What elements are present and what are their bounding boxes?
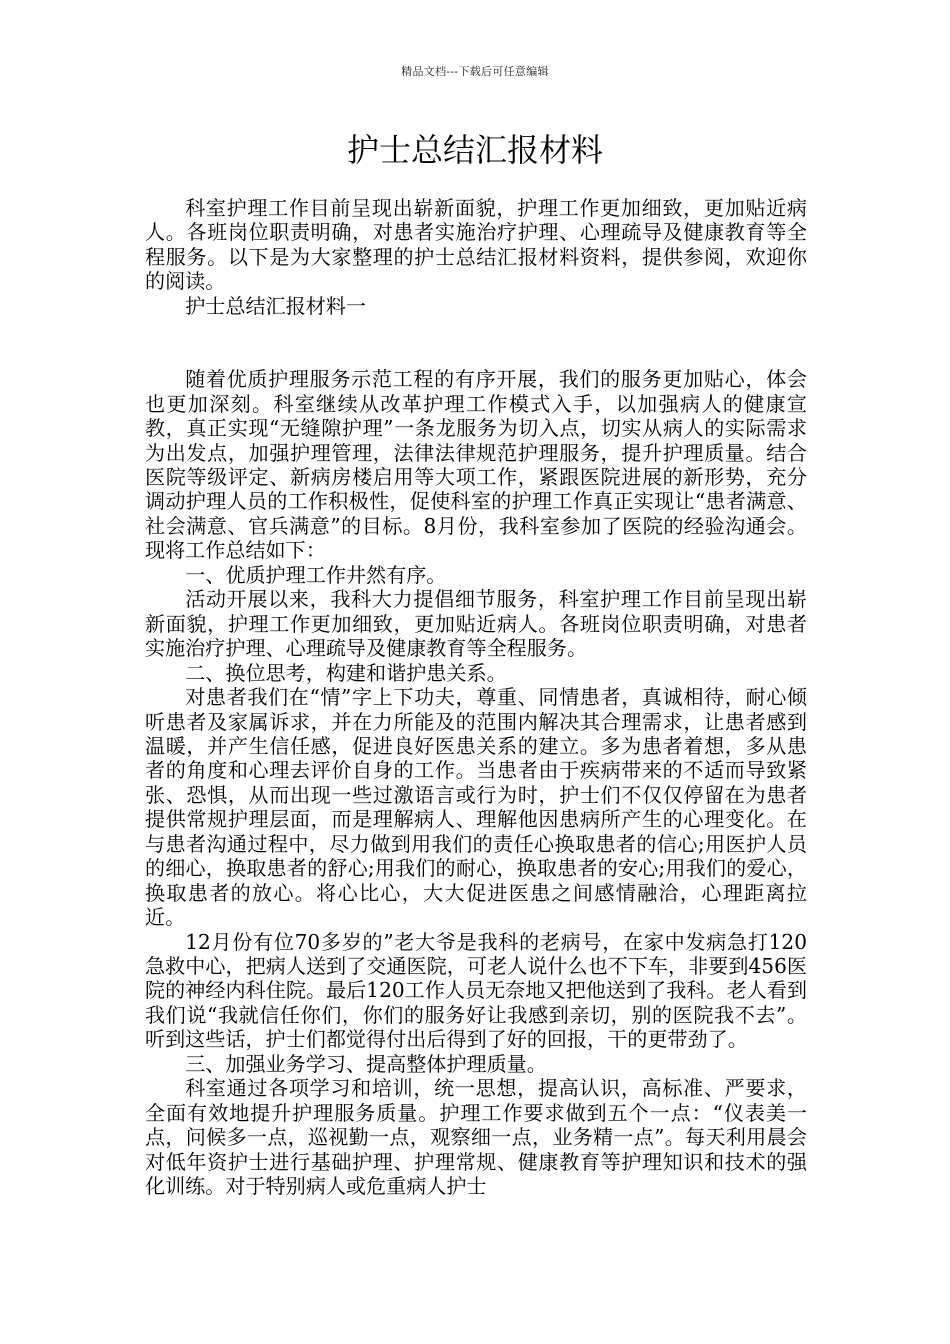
section-2-paragraph: 对患者我们在“情”字上下功夫，尊重、同情患者，真诚相待，耐心倾听患者及家属诉求，并在力所能及的范围内解决其合理需求，让患者感到温暖，并产生信任感，促进良好医患关系的建立。多为患者着想，多从患者的角度和心理去评价自身的工作。当患者由于疾病带来的不适而导致紧张、恐惧，从而出现一些过激语言或行为时，护士们不仅仅停留在为患者提供常规护理层面，而是理解病人、理解他因患病所产生的心理变化。在与患者沟通过程中，尽力做到用我们的责任心换取患者的信心;用医护人员的细心，换取患者的舒心;用我们的耐心，换取患者的安心;用我们的爱心，换取患者的放心。将心比心，大大促进医患之间感情融洽，心理距离拉近。 xyxy=(145,685,807,930)
section-heading-material-one: 护士总结汇报材料一 xyxy=(185,293,367,318)
section-heading-3: 三、加强业务学习、提高整体护理质量。 xyxy=(185,1051,547,1076)
intro-paragraph: 科室护理工作目前呈现出崭新面貌，护理工作更加细致，更加贴近病人。各班岗位职责明确，对患者实施治疗护理、心理疏导及健康教育等全程服务。以下是为大家整理的护士总结汇报材料资料，提供参阅，欢迎你的阅读。 xyxy=(145,196,807,294)
overview-paragraph: 随着优质护理服务示范工程的有序开展，我们的服务更加贴心，体会也更加深刻。科室继续从改革护理工作模式入手，以加强病人的健康宣教，真正实现“无缝隙护理”一条龙服务为切入点，切实从病人的实际需求为出发点，加强护理管理，法律法律规范护理服务，提升护理质量。结合医院等级评定、新病房楼启用等大项工作，紧跟医院进展的新形势，充分调动护理人员的工作积极性，促使科室的护理工作真正实现让“患者满意、社会满意、官兵满意”的目标。8月份，我科室参加了医院的经验沟通会。现将工作总结如下： xyxy=(145,367,807,563)
page-header-note: 精品文档---下载后可任意编辑 xyxy=(401,65,549,78)
document-title: 护士总结汇报材料 xyxy=(346,131,603,169)
section-2-story-paragraph: 12月份有位70多岁的”老大爷是我科的老病号，在家中发病急打120急救中心，把病人送到了交通医院，可老人说什么也不下车，非要到456医院的神经内科住院。最后120工作人员无奈地又把他送到了我科。老人看到我们说“我就信任你们，你们的服务好让我感到亲切，别的医院我不去”。听到这些话，护士们都觉得付出后得到了好的回报，干的更带劲了。 xyxy=(145,929,807,1052)
section-heading-2: 二、换位思考，构建和谐护患关系。 xyxy=(185,660,507,685)
section-heading-1: 一、优质护理工作井然有序。 xyxy=(185,562,447,587)
section-1-paragraph: 活动开展以来，我科大力提倡细节服务，科室护理工作目前呈现出崭新面貌，护理工作更加细致，更加贴近病人。各班岗位职责明确，对患者实施治疗护理、心理疏导及健康教育等全程服务。 xyxy=(145,587,807,661)
document-body xyxy=(145,196,807,1199)
section-3-paragraph: 科室通过各项学习和培训，统一思想，提高认识，高标准、严要求，全面有效地提升护理服务质量。护理工作要求做到五个一点：“仪表美一点，问候多一点，巡视勤一点，观察细一点，业务精一点”。每天利用晨会对低年资护士进行基础护理、护理常规、健康教育等护理知识和技术的强化训练。对于特别病人或危重病人护士 xyxy=(145,1076,807,1199)
blank-line xyxy=(145,318,807,367)
